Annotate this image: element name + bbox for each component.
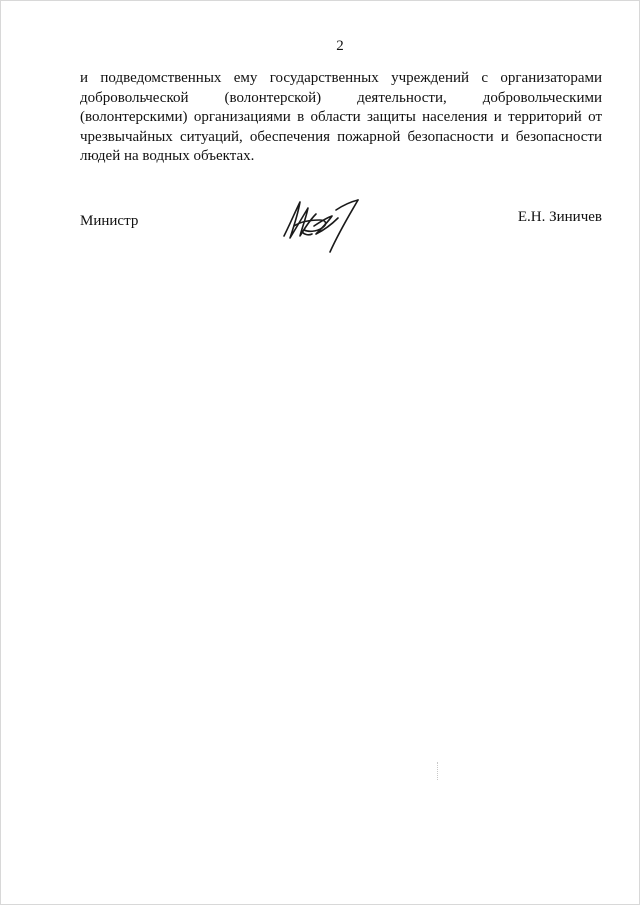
body-line: добровольческой (волонтерской) деятельности, добровольческими (80, 89, 602, 106)
scan-mark (437, 762, 439, 780)
body-line: чрезвычайных ситуаций, обеспечения пожарной безопасности и безопасности (80, 128, 602, 145)
body-line: (волонтерскими) организациями в области защиты населения и территорий от (80, 109, 602, 125)
signature-block (80, 206, 602, 266)
body-line: и подведомственных ему государственных учреждений с организаторами (80, 70, 602, 86)
body-line: людей на водных объектах. (80, 148, 255, 164)
signatory-name: Е.Н. Зиничев (517, 209, 602, 225)
signatory-title: Министр (80, 213, 139, 229)
body-paragraph (80, 69, 602, 167)
page-number: 2 (336, 38, 344, 54)
handwritten-signature-icon (280, 196, 364, 258)
